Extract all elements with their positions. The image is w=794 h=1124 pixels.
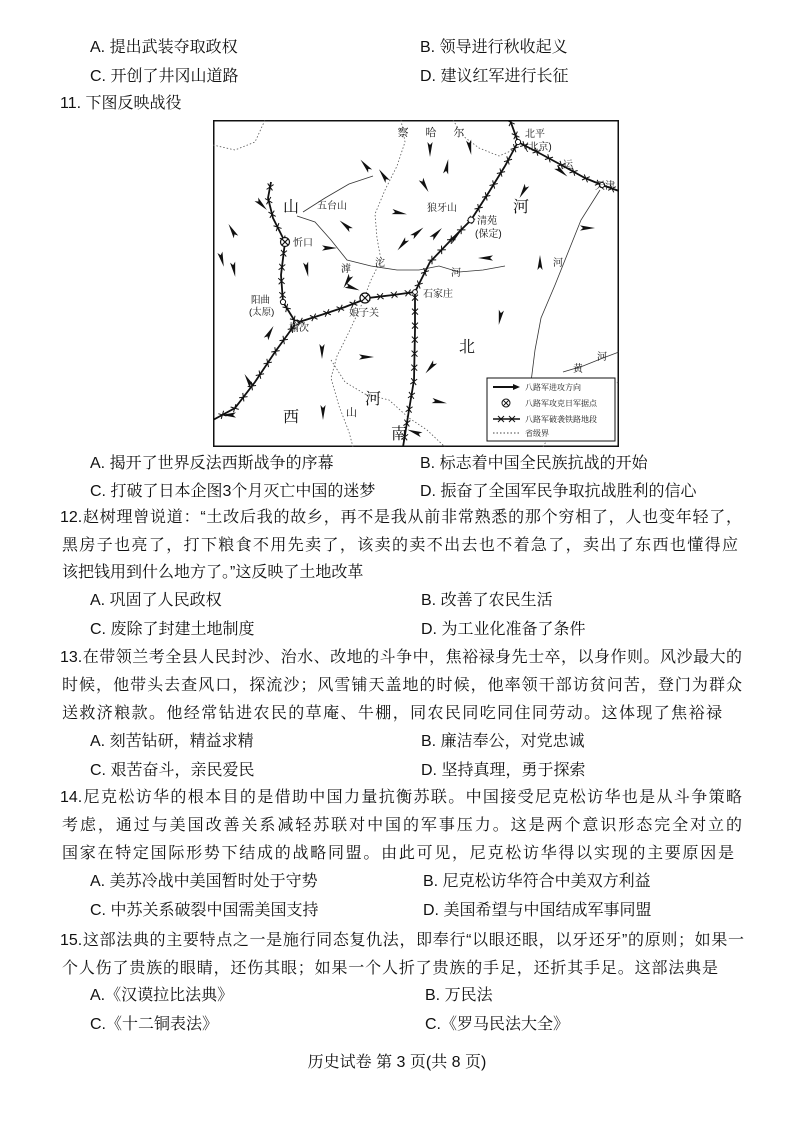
label-niangziguan: 娘子关 bbox=[349, 308, 379, 319]
label-xi-province: 西 bbox=[283, 409, 300, 426]
beiping-city-point bbox=[515, 139, 520, 144]
label-canal-he: 河 bbox=[553, 258, 563, 269]
label-henan-nan: 南 bbox=[391, 426, 408, 443]
label-yangqu: 阳曲 bbox=[251, 295, 271, 306]
q15-stem-line-2: 个人伤了贵族的眼睛，还伤其眼；如果一个人折了贵族的手足，还折其手足。这部法典是 bbox=[62, 960, 718, 977]
label-yun: 运 bbox=[563, 160, 573, 171]
taiyuan-city-point bbox=[280, 299, 285, 304]
label-shan-small: 山 bbox=[346, 407, 357, 419]
label-chahaer: 察 哈 尔 bbox=[397, 127, 465, 139]
q12-stem-line-2: 黑房子也亮了，打下粮食不用先卖了，该卖的卖不出去也不着急了，卖出了东西也懂得应 bbox=[62, 537, 738, 554]
label-baoding: (保定) bbox=[475, 229, 502, 240]
q12-option-d: D. 为工业化准备了条件 bbox=[421, 621, 586, 638]
label-river-hu: 滹 bbox=[341, 264, 351, 275]
q11-option-b: B. 标志着中国全民族抗战的开始 bbox=[420, 455, 648, 472]
label-beiping: 北平 bbox=[525, 129, 545, 140]
q11-option-c: C. 打破了日本企图3个月灭亡中国的迷梦 bbox=[90, 483, 376, 500]
qingyuan-city-point bbox=[468, 217, 474, 223]
q12-stem-line-3: 该把钱用到什么地方了。”这反映了土地改革 bbox=[62, 564, 364, 581]
q13-option-c: C. 艰苦奋斗，亲民爱民 bbox=[90, 762, 255, 779]
label-yuci: 榆次 bbox=[289, 323, 309, 334]
label-qingyuan: 清苑 bbox=[477, 216, 497, 227]
q12-stem-line-1: 12.赵树理曾说道：“土改后我的故乡，再不是我从前非常熟悉的那个穷相了，人也变年轻了， bbox=[60, 509, 742, 526]
q14-option-b: B. 尼克松访华符合中美双方利益 bbox=[423, 873, 651, 890]
label-bei-province: 北 bbox=[459, 339, 476, 356]
q13-stem-line-1: 13.在带领兰考全县人民封沙、治水、改地的斗争中，焦裕禄身先士卒，以身作则。风沙最大的 bbox=[60, 649, 742, 666]
q14-option-d: D. 美国希望与中国结成军事同盟 bbox=[423, 902, 652, 919]
legend-attack-direction: 八路军进攻方向 bbox=[525, 383, 581, 392]
label-huang: 黄 bbox=[573, 364, 583, 375]
q10-option-b: B. 领导进行秋收起义 bbox=[420, 39, 568, 56]
q13-stem-line-2: 时候，他带头去查风口，探流沙；风雪铺天盖地的时候，他率领干部访贫问苦，登门为群众 bbox=[62, 677, 742, 694]
shijiazhuang-city-point bbox=[413, 290, 418, 295]
q14-stem-line-2: 考虑，通过与美国改善关系减轻苏联对中国的军事压力。这是两个意识形态完全对立的 bbox=[62, 817, 742, 834]
q14-stem-line-3: 国家在特定国际形势下结成的战略同盟。由此可见，尼克松访华得以实现的主要原因是 bbox=[62, 845, 734, 862]
q15-option-d: C.《罗马民法大全》 bbox=[425, 1016, 570, 1033]
q15-stem-line-1: 15.这部法典的主要特点之一是施行同态复仇法，即奉行“以眼还眼，以牙还牙”的原则；如果一 bbox=[60, 932, 744, 949]
q13-option-b: B. 廉洁奉公，对党忠诚 bbox=[421, 733, 585, 750]
q11-option-d: D. 振奋了全国军民争取抗战胜利的信心 bbox=[420, 483, 697, 500]
battle-map bbox=[213, 120, 619, 447]
q14-option-a: A. 美苏冷战中美国暂时处于守势 bbox=[90, 873, 318, 890]
captured-stronghold-niangziguan-icon bbox=[360, 293, 370, 303]
label-yellow-river-he: 河 bbox=[597, 352, 607, 363]
label-xinkou: 忻口 bbox=[293, 238, 313, 249]
label-shijiazhuang: 石家庄 bbox=[423, 289, 453, 300]
q11-option-a: A. 揭开了世界反法西斯战争的序幕 bbox=[90, 455, 334, 472]
label-river-he: 河 bbox=[451, 268, 461, 279]
q13-option-d: D. 坚持真理，勇于探索 bbox=[421, 762, 586, 779]
q10-option-d: D. 建议红军进行长征 bbox=[420, 68, 569, 85]
label-he-province: 河 bbox=[513, 199, 530, 216]
legend-captured-stronghold: 八路军攻克日军据点 bbox=[525, 399, 597, 408]
label-shan-province: 山 bbox=[283, 199, 300, 216]
q10-option-a: A. 提出武装夺取政权 bbox=[90, 39, 238, 56]
label-taiyuan: (太原) bbox=[249, 307, 275, 318]
q13-stem-line-3: 送救济粮款。他经常钻进农民的草庵、牛棚，同农民同吃同住同劳动。这体现了焦裕禄 bbox=[62, 705, 722, 722]
legend-railway-sabotage: 八路军破袭铁路地段 bbox=[525, 415, 597, 424]
q13-option-a: A. 刻苦钻研，精益求精 bbox=[90, 733, 254, 750]
label-river-tuo: 沱 bbox=[375, 258, 385, 269]
q12-option-a: A. 巩固了人民政权 bbox=[90, 592, 222, 609]
q15-option-a: A.《汉谟拉比法典》 bbox=[90, 987, 234, 1004]
label-beijing: (北京) bbox=[525, 142, 552, 153]
legend-province-boundary: 省级界 bbox=[525, 429, 549, 438]
legend-stronghold-icon bbox=[502, 399, 510, 407]
q15-option-b: B. 万民法 bbox=[425, 987, 493, 1004]
q14-option-c: C. 中苏关系破裂中国需美国支持 bbox=[90, 902, 319, 919]
label-henan-he: 河 bbox=[365, 391, 382, 408]
map-legend bbox=[487, 378, 615, 441]
q15-option-c: C.《十二铜表法》 bbox=[90, 1016, 219, 1033]
label-langyashan: 狼牙山 bbox=[427, 203, 457, 214]
page-footer: 历史试卷 第 3 页(共 8 页) bbox=[307, 1054, 487, 1071]
q11-stem: 11. 下图反映战役 bbox=[60, 95, 182, 112]
label-tianjin: 天津 bbox=[595, 181, 615, 192]
q14-stem-line-1: 14.尼克松访华的根本目的是借助中国力量抗衡苏联。中国接受尼克松访华也是从斗争策略 bbox=[60, 789, 742, 806]
q12-option-b: B. 改善了农民生活 bbox=[421, 592, 553, 609]
captured-stronghold-xinkou-icon bbox=[281, 238, 290, 247]
q12-option-c: C. 废除了封建土地制度 bbox=[90, 621, 255, 638]
label-wutaishan: 五台山 bbox=[317, 201, 347, 212]
q10-option-c: C. 开创了井冈山道路 bbox=[90, 68, 239, 85]
